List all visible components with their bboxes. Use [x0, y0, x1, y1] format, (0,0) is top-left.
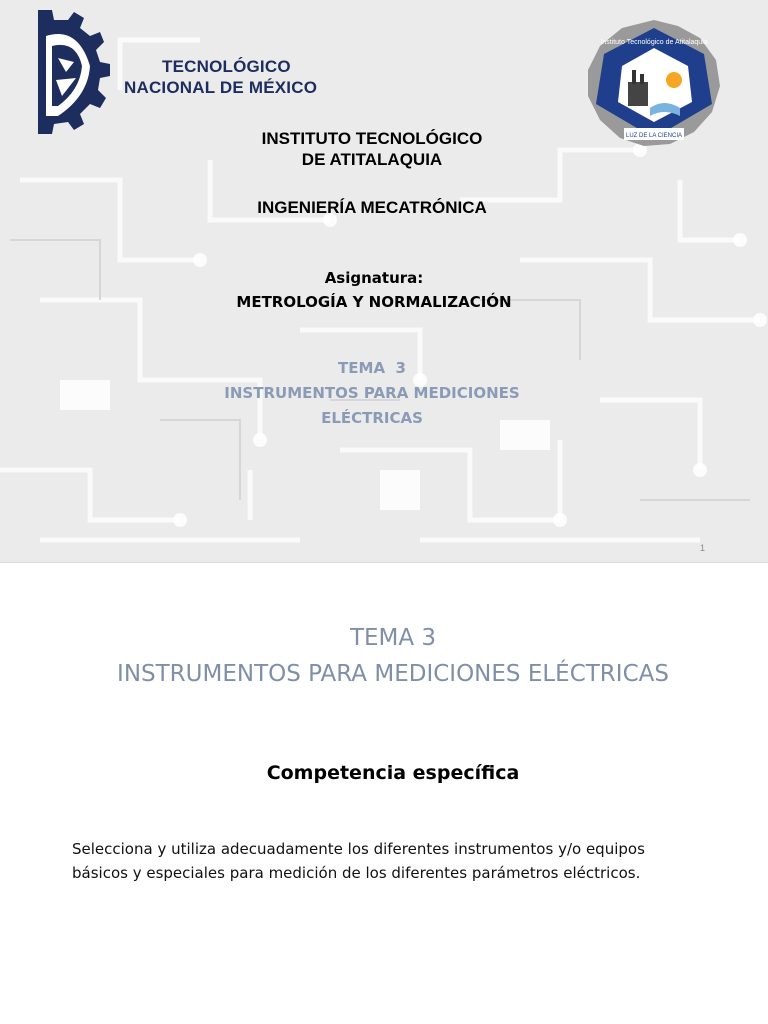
subject-block	[0, 266, 758, 314]
competence-line1: Selecciona y utiliza adecuadamente los diferentes instrumentos y/o equipos	[72, 840, 645, 858]
slide2-topic-heading	[0, 620, 768, 692]
page-number: 1	[700, 543, 706, 553]
slide-divider	[0, 562, 768, 563]
ita-ring-text: Instituto Tecnológico de Atitalaquia	[600, 39, 708, 46]
institute-name-line1: INSTITUTO TECNOLÓGICO	[261, 129, 483, 148]
slide2-topic-number: TEMA 3	[349, 625, 437, 651]
subject-name: METROLOGÍA Y NORMALIZACIÓN	[236, 293, 512, 311]
ita-motto: LUZ DE LA CIENCIA	[625, 133, 683, 139]
subject-label: Asignatura:	[324, 269, 424, 287]
institute-name	[0, 128, 756, 170]
tecnm-wordmark-line2: NACIONAL DE MÉXICO	[124, 78, 318, 97]
topic-line1: INSTRUMENTOS PARA MEDICIONES	[224, 384, 520, 402]
competence-line2: básicos y especiales para medición de los diferentes parámetros eléctricos.	[72, 864, 641, 882]
tecnm-wordmark-line1: TECNOLÓGICO	[162, 57, 291, 76]
topic-number: TEMA 3	[338, 359, 406, 377]
institute-name-line2: DE ATITALAQUIA	[301, 150, 443, 169]
competence-title: Competencia específica	[266, 762, 520, 784]
tecnm-wordmark	[124, 56, 317, 98]
topic-line2: ELÉCTRICAS	[321, 409, 423, 427]
career-name: INGENIERÍA MECATRÓNICA	[257, 198, 487, 217]
tecnm-eagle-gear-icon	[18, 6, 118, 146]
slide2-topic-title: INSTRUMENTOS PARA MEDICIONES ELÉCTRICAS	[117, 661, 669, 687]
topic-block	[0, 356, 756, 431]
competence-description	[72, 837, 712, 885]
